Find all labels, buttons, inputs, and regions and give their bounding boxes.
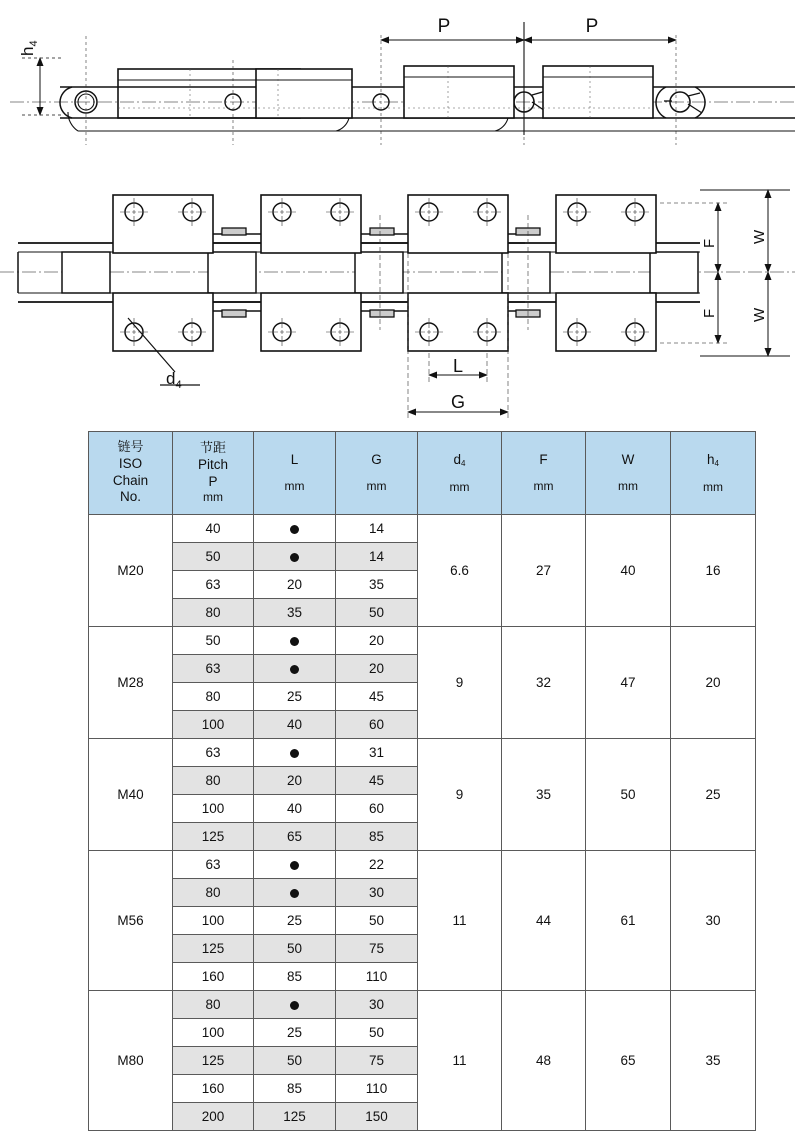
header-d4-symbol: $d_4$ (453, 451, 466, 468)
header-pitch-zh: 节距 (199, 441, 226, 457)
cell-g: 50 (336, 907, 418, 935)
filled-dot-icon (290, 749, 299, 758)
cell-l: 125 (254, 1103, 336, 1131)
header-h4-symbol: $h_4$ (707, 451, 719, 468)
cell-p: 160 (173, 1075, 254, 1103)
header-chain-no-zh: 链号 (117, 440, 144, 456)
cell-g: 14 (336, 515, 418, 543)
header-chain-no-l3: No. (119, 489, 141, 505)
header-f-unit: mm (533, 479, 554, 494)
cell-w: 47 (586, 627, 671, 739)
header-pitch-l2: P (208, 473, 218, 489)
header-pitch (173, 432, 254, 515)
spec-table-container (88, 431, 755, 1131)
cell-chain-no: M28 (89, 627, 173, 739)
table-body (89, 515, 756, 1131)
cell-p: 80 (173, 599, 254, 627)
cell-p: 100 (173, 795, 254, 823)
pitch-label-left: P (437, 16, 451, 37)
cell-g: 75 (336, 1047, 418, 1075)
cell-p: 200 (173, 1103, 254, 1131)
cell-g: 60 (336, 711, 418, 739)
f-label-top (701, 239, 718, 248)
cell-l: 35 (254, 599, 336, 627)
cell-g: 22 (336, 851, 418, 879)
header-w-symbol: W (621, 451, 635, 467)
cell-p: 50 (173, 543, 254, 571)
filled-dot-icon (290, 637, 299, 646)
svg-text:F: F (701, 238, 718, 248)
cell-g: 50 (336, 599, 418, 627)
cell-g: 50 (336, 1019, 418, 1047)
cell-p: 100 (173, 1019, 254, 1047)
cell-l: 50 (254, 1047, 336, 1075)
cell-w: 65 (586, 991, 671, 1131)
cell-p: 80 (173, 991, 254, 1019)
cell-p: 63 (173, 739, 254, 767)
cell-g: 14 (336, 543, 418, 571)
pitch-label-right: P (585, 16, 599, 37)
cell-l: 40 (254, 711, 336, 739)
cell-p: 63 (173, 851, 254, 879)
cell-p: 125 (173, 1047, 254, 1075)
svg-text:W: W (751, 229, 768, 244)
cell-d4: 9 (418, 739, 502, 851)
cell-l: 65 (254, 823, 336, 851)
cell-d4: 6.6 (418, 515, 502, 627)
svg-text:h4: $h_4$ (18, 40, 40, 56)
cell-g: 31 (336, 739, 418, 767)
cell-f: 44 (502, 851, 586, 991)
cell-w: 61 (586, 851, 671, 991)
cell-p: 125 (173, 823, 254, 851)
cell-p: 125 (173, 935, 254, 963)
cell-w: 50 (586, 739, 671, 851)
cell-d4: 11 (418, 851, 502, 991)
table-row (89, 515, 756, 543)
table-row (89, 991, 756, 1019)
cell-chain-no: M40 (89, 739, 173, 851)
filled-dot-icon (290, 889, 299, 898)
header-chain-no (89, 432, 173, 515)
svg-text:F: F (701, 308, 718, 318)
cell-l: 25 (254, 1019, 336, 1047)
cell-d4: 11 (418, 991, 502, 1131)
cell-g: 30 (336, 991, 418, 1019)
plan-view (0, 190, 795, 418)
cell-p: 80 (173, 879, 254, 907)
header-pitch-unit: mm (203, 490, 223, 505)
header-f (502, 432, 586, 515)
filled-dot-icon (290, 665, 299, 674)
cell-w: 40 (586, 515, 671, 627)
cell-chain-no: M80 (89, 991, 173, 1131)
filled-dot-icon (290, 1001, 299, 1010)
cell-chain-no: M56 (89, 851, 173, 991)
cell-l (254, 627, 336, 655)
cell-f: 48 (502, 991, 586, 1131)
f-label-bottom (701, 309, 718, 318)
cell-p: 80 (173, 767, 254, 795)
filled-dot-icon (290, 861, 299, 870)
cell-l: 20 (254, 571, 336, 599)
chain-spec-table (88, 431, 756, 1131)
header-chain-no-l2: Chain (112, 472, 149, 488)
header-w (586, 432, 671, 515)
cell-p: 80 (173, 683, 254, 711)
cell-g: 110 (336, 1075, 418, 1103)
h4-dimension (22, 58, 62, 115)
header-g-unit: mm (366, 479, 387, 494)
cell-p: 63 (173, 655, 254, 683)
cell-g: 150 (336, 1103, 418, 1131)
cell-g: 20 (336, 627, 418, 655)
cell-g: 45 (336, 683, 418, 711)
cell-h4: 30 (671, 851, 756, 991)
cell-f: 32 (502, 627, 586, 739)
cell-h4: 25 (671, 739, 756, 851)
table-row (89, 851, 756, 879)
table-row (89, 627, 756, 655)
cell-l: 20 (254, 767, 336, 795)
cell-l: 40 (254, 795, 336, 823)
cell-h4: 20 (671, 627, 756, 739)
cell-p: 50 (173, 627, 254, 655)
header-w-unit: mm (618, 479, 638, 494)
cell-h4: 16 (671, 515, 756, 627)
cell-l: 50 (254, 935, 336, 963)
table-header (89, 432, 756, 515)
cell-p: 63 (173, 571, 254, 599)
header-g (336, 432, 418, 515)
header-chain-no-l1: ISO (118, 456, 143, 472)
header-row (89, 432, 756, 515)
filled-dot-icon (290, 525, 299, 534)
cell-l (254, 991, 336, 1019)
cell-l: 25 (254, 683, 336, 711)
table-row (89, 739, 756, 767)
cell-f: 35 (502, 739, 586, 851)
technical-drawing (0, 0, 803, 425)
cell-g: 35 (336, 571, 418, 599)
cell-l (254, 515, 336, 543)
cell-g: 60 (336, 795, 418, 823)
cell-g: 110 (336, 963, 418, 991)
d4-label: $d_4$ (166, 369, 182, 391)
cell-g: 30 (336, 879, 418, 907)
header-g-symbol: G (371, 451, 382, 467)
header-pitch-l1: Pitch (197, 457, 228, 473)
header-h4-unit: mm (703, 479, 723, 494)
cell-p: 100 (173, 711, 254, 739)
cell-chain-no: M20 (89, 515, 173, 627)
header-l-unit: mm (284, 479, 305, 494)
cell-l (254, 851, 336, 879)
cell-p: 40 (173, 515, 254, 543)
cell-f: 27 (502, 515, 586, 627)
cell-l (254, 655, 336, 683)
w-label-top (751, 229, 768, 244)
cell-l: 85 (254, 963, 336, 991)
header-d4-unit: mm (449, 479, 470, 494)
cell-l (254, 543, 336, 571)
header-l-symbol: L (290, 451, 299, 467)
header-d4 (418, 432, 502, 515)
chain-drawing-svg (0, 0, 803, 425)
cell-g: 20 (336, 655, 418, 683)
header-f-symbol: F (539, 451, 548, 467)
g-label: G (450, 392, 466, 412)
header-h4 (671, 432, 756, 515)
cell-p: 100 (173, 907, 254, 935)
cell-l (254, 879, 336, 907)
svg-text:W: W (751, 307, 768, 322)
l-label: L (452, 356, 464, 376)
cell-h4: 35 (671, 991, 756, 1131)
cell-l: 25 (254, 907, 336, 935)
header-l (254, 432, 336, 515)
cell-l: 85 (254, 1075, 336, 1103)
w-label-bottom (751, 307, 768, 322)
cell-d4: 9 (418, 627, 502, 739)
cell-g: 85 (336, 823, 418, 851)
cell-p: 160 (173, 963, 254, 991)
h4-label (18, 40, 40, 56)
cell-g: 45 (336, 767, 418, 795)
filled-dot-icon (290, 553, 299, 562)
cell-l (254, 739, 336, 767)
cell-g: 75 (336, 935, 418, 963)
